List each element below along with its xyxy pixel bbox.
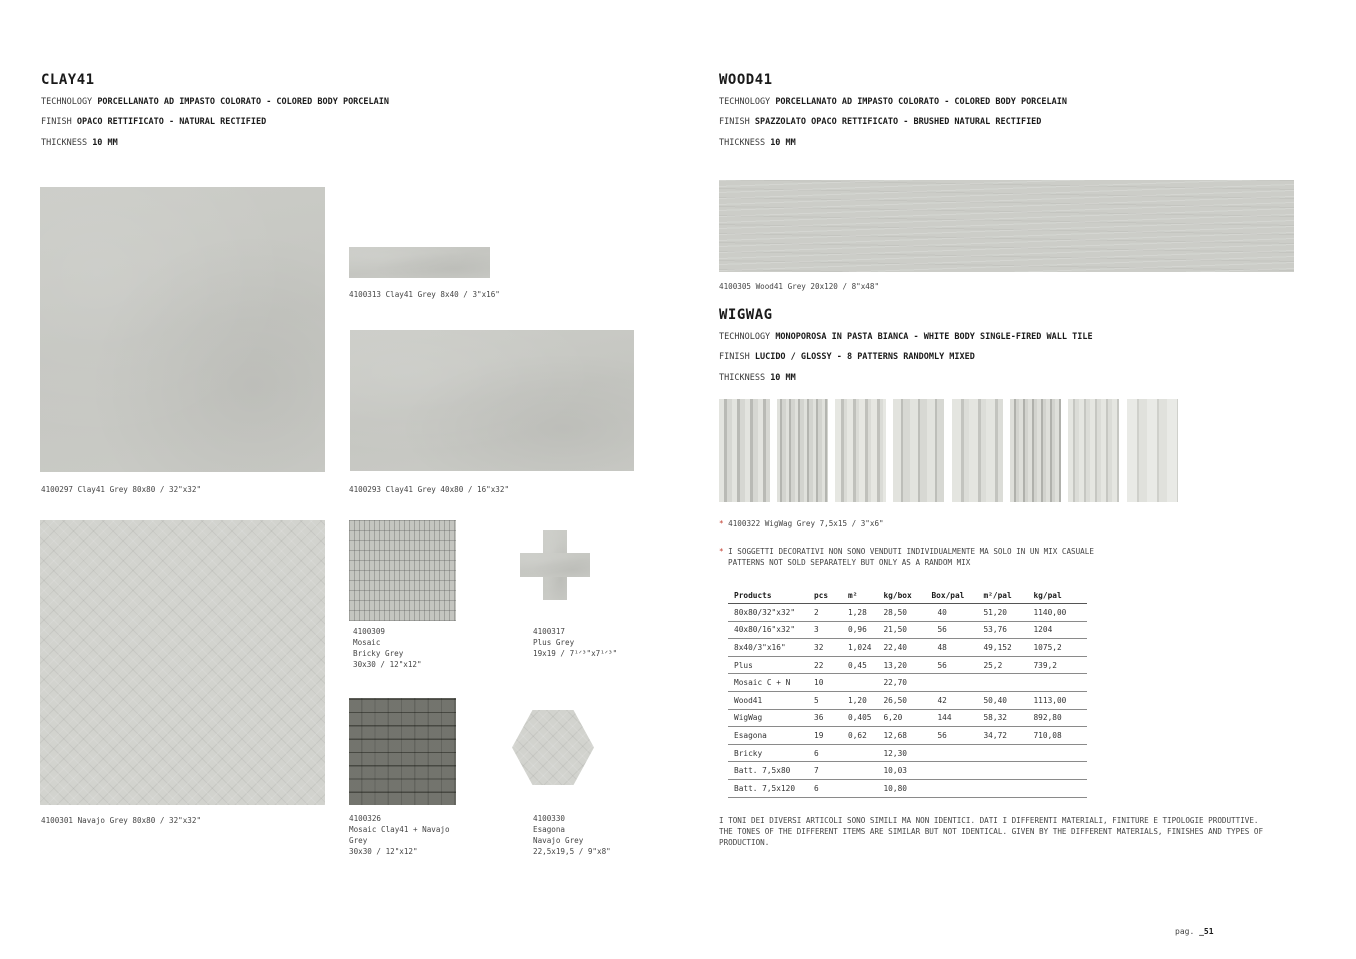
- finish-label: FINISH: [41, 117, 72, 127]
- technology-value: MONOPOROSA IN PASTA BIANCA - WHITE BODY SINGLE-FIRED WALL TILE: [775, 332, 1093, 342]
- table-cell: [842, 779, 877, 797]
- caption-line: 4100309: [353, 627, 386, 636]
- plus-tile-image: [520, 530, 590, 600]
- table-row: [728, 779, 1087, 797]
- caption-line: 4100317: [533, 627, 566, 636]
- thickness-value: 10 MM: [770, 138, 796, 148]
- navajo-80x80-caption: 4100301 Navajo Grey 80x80 / 32"x32": [41, 816, 202, 825]
- table-cell: Mosaic C + N: [728, 674, 808, 692]
- table-cell: 10,80: [877, 779, 925, 797]
- table-cell: 710,08: [1027, 727, 1087, 745]
- table-row: [728, 604, 1087, 622]
- table-row: [728, 744, 1087, 762]
- wigwag-pattern-tile-image: [952, 399, 1003, 502]
- product-packaging-table: [728, 588, 1087, 798]
- table-cell: 36: [808, 709, 842, 727]
- table-cell: [1027, 762, 1087, 780]
- clay41-40x80-tile-image: [350, 330, 634, 471]
- wigwag-pattern-tile-image: [719, 399, 770, 502]
- table-row: [728, 656, 1087, 674]
- table-cell: 13,20: [877, 656, 925, 674]
- table-cell: 22: [808, 656, 842, 674]
- wigwag-pattern-tile-image: [777, 399, 828, 502]
- caption-line: Mosaic: [353, 638, 381, 647]
- column-header: Box/pal: [925, 588, 977, 604]
- wigwag-pattern-tile-image: [1068, 399, 1119, 502]
- mosaic-clay-navajo-caption: [349, 813, 450, 857]
- note-line-it: I SOGGETTI DECORATIVI NON SONO VENDUTI INDIVIDUALMENTE MA SOLO IN UN MIX CASUALE: [728, 547, 1094, 556]
- table-row: [728, 621, 1087, 639]
- table-row: [728, 674, 1087, 692]
- table-cell: [925, 744, 977, 762]
- table-cell: 10: [808, 674, 842, 692]
- table-cell: 6: [808, 744, 842, 762]
- disclaimer-line: THE TONES OF THE DIFFERENT ITEMS ARE SIMILAR BUT NOT IDENTICAL. GIVEN BY THE DIFFERENT MATERIALS, FINISHES AND TYPES OF: [719, 827, 1264, 836]
- table-cell: [925, 779, 977, 797]
- table-cell: 6,20: [877, 709, 925, 727]
- table-cell: 40: [925, 604, 977, 622]
- wigwag-pattern-tile-image: [893, 399, 944, 502]
- column-header: m²/pal: [977, 588, 1027, 604]
- clay41-8x40-caption: 4100313 Clay41 Grey 8x40 / 3"x16": [349, 290, 500, 299]
- table-cell: [1027, 674, 1087, 692]
- table-cell: [925, 762, 977, 780]
- caption-line: Grey: [349, 836, 368, 845]
- table-cell: 80x80/32"x32": [728, 604, 808, 622]
- table-cell: 32: [808, 639, 842, 657]
- finish-value: SPAZZOLATO OPACO RETTIFICATO - BRUSHED NATURAL RECTIFIED: [754, 117, 1042, 127]
- table-cell: 49,152: [977, 639, 1027, 657]
- clay41-80x80-tile-image: [40, 187, 325, 472]
- caption-line: 30x30 / 12"x12": [349, 847, 418, 856]
- wood41-title: WOOD41: [719, 72, 773, 88]
- table-cell: 7: [808, 762, 842, 780]
- wigwag-pattern-tile-image: [835, 399, 886, 502]
- technology-value: PORCELLANATO AD IMPASTO COLORATO - COLORED BODY PORCELAIN: [97, 97, 390, 107]
- note-line-en: PATTERNS NOT SOLD SEPARATELY BUT ONLY AS A RANDOM MIX: [728, 558, 971, 567]
- clay41-thickness: [41, 138, 118, 148]
- wood41-finish: [719, 117, 1041, 127]
- table-cell: 144: [925, 709, 977, 727]
- table-cell: 0,45: [842, 656, 877, 674]
- table-cell: [977, 674, 1027, 692]
- disclaimer-line: I TONI DEI DIVERSI ARTICOLI SONO SIMILI MA NON IDENTICI. DATI I DIFFERENTI MATERIALI, FINITURE E TIPOLOGIE PRODUTTIVE.: [719, 816, 1259, 825]
- table-cell: [925, 674, 977, 692]
- wigwag-title: WIGWAG: [719, 307, 773, 323]
- table-cell: 0,405: [842, 709, 877, 727]
- esagona-tile-image: [512, 710, 594, 785]
- table-header-row: [728, 588, 1087, 604]
- column-header: kg/pal: [1027, 588, 1087, 604]
- page-label: pag.: [1175, 927, 1195, 936]
- caption-line: 22,5x19,5 / 9"x8": [533, 847, 611, 856]
- caption-line: 4100330: [533, 814, 566, 823]
- table-cell: 42: [925, 691, 977, 709]
- table-cell: 26,50: [877, 691, 925, 709]
- caption-line: Bricky Grey: [353, 649, 404, 658]
- table-cell: 5: [808, 691, 842, 709]
- table-cell: 892,80: [1027, 709, 1087, 727]
- technology-label: TECHNOLOGY: [719, 97, 771, 107]
- wigwag-technology: [719, 332, 1093, 342]
- column-header: pcs: [808, 588, 842, 604]
- table-cell: 8x40/3"x16": [728, 639, 808, 657]
- table-cell: 51,20: [977, 604, 1027, 622]
- clay41-technology: [41, 97, 389, 107]
- finish-value: LUCIDO / GLOSSY - 8 PATTERNS RANDOMLY MIXED: [754, 352, 975, 362]
- table-cell: 25,2: [977, 656, 1027, 674]
- table-cell: 12,68: [877, 727, 925, 745]
- table-cell: 0,96: [842, 621, 877, 639]
- clay41-40x80-caption: 4100293 Clay41 Grey 40x80 / 16"x32": [349, 485, 510, 494]
- table-cell: [1027, 779, 1087, 797]
- mosaic-bricky-caption: [353, 626, 422, 670]
- thickness-label: THICKNESS: [719, 138, 766, 148]
- table-cell: 1,20: [842, 691, 877, 709]
- table-cell: 56: [925, 727, 977, 745]
- caption-line: 19x19 / 7¹ᐟ³"x7¹ᐟ³": [533, 649, 618, 658]
- table-cell: 58,32: [977, 709, 1027, 727]
- mosaic-clay-navajo-tile-image: [349, 698, 456, 805]
- table-cell: Batt. 7,5x80: [728, 762, 808, 780]
- table-cell: 50,40: [977, 691, 1027, 709]
- table-cell: 48: [925, 639, 977, 657]
- thickness-label: THICKNESS: [41, 138, 88, 148]
- wood41-caption: 4100305 Wood41 Grey 20x120 / 8"x48": [719, 282, 880, 291]
- table-cell: 12,30: [877, 744, 925, 762]
- column-header: m²: [842, 588, 877, 604]
- technology-label: TECHNOLOGY: [719, 332, 771, 342]
- finish-label: FINISH: [719, 117, 750, 127]
- table-cell: 1113,00: [1027, 691, 1087, 709]
- clay41-finish: [41, 117, 266, 127]
- table-cell: [1027, 744, 1087, 762]
- table-cell: 22,40: [877, 639, 925, 657]
- wood41-thickness: [719, 138, 796, 148]
- asterisk: *: [719, 519, 724, 528]
- table-cell: Bricky: [728, 744, 808, 762]
- clay41-8x40-tile-image: [349, 247, 490, 278]
- table-cell: [977, 744, 1027, 762]
- table-cell: Wood41: [728, 691, 808, 709]
- wood41-technology: [719, 97, 1067, 107]
- table-cell: [977, 762, 1027, 780]
- technology-label: TECHNOLOGY: [41, 97, 93, 107]
- table-cell: WigWag: [728, 709, 808, 727]
- table-cell: 28,50: [877, 604, 925, 622]
- table-cell: 0,62: [842, 727, 877, 745]
- column-header: kg/box: [877, 588, 925, 604]
- table-row: [728, 762, 1087, 780]
- table-cell: 22,70: [877, 674, 925, 692]
- wigwag-mix-note: [719, 546, 1094, 568]
- wigwag-thickness: [719, 373, 796, 383]
- table-cell: 34,72: [977, 727, 1027, 745]
- clay41-title: CLAY41: [41, 72, 95, 88]
- caption-line: Mosaic Clay41 + Navajo: [349, 825, 450, 834]
- wigwag-caption: [719, 518, 884, 529]
- table-cell: [842, 744, 877, 762]
- table-cell: 10,03: [877, 762, 925, 780]
- disclaimer-line: PRODUCTION.: [719, 838, 770, 847]
- page-number-value: _51: [1199, 927, 1214, 936]
- esagona-caption: [533, 813, 611, 857]
- table-cell: Batt. 7,5x120: [728, 779, 808, 797]
- table-cell: Plus: [728, 656, 808, 674]
- thickness-value: 10 MM: [92, 138, 118, 148]
- caption-line: 30x30 / 12"x12": [353, 660, 422, 669]
- table-cell: 19: [808, 727, 842, 745]
- wigwag-pattern-tile-image: [1127, 399, 1178, 502]
- table-cell: 40x80/16"x32": [728, 621, 808, 639]
- finish-label: FINISH: [719, 352, 750, 362]
- caption-line: Plus Grey: [533, 638, 575, 647]
- caption-line: Navajo Grey: [533, 836, 584, 845]
- table-cell: 1,024: [842, 639, 877, 657]
- table-row: [728, 709, 1087, 727]
- finish-value: OPACO RETTIFICATO - NATURAL RECTIFIED: [76, 117, 267, 127]
- caption-line: Esagona: [533, 825, 566, 834]
- column-header: Products: [728, 588, 808, 604]
- table-cell: Esagona: [728, 727, 808, 745]
- table-cell: 21,50: [877, 621, 925, 639]
- wood41-tile-image: [719, 180, 1294, 272]
- table-cell: 1075,2: [1027, 639, 1087, 657]
- wigwag-finish: [719, 352, 975, 362]
- table-row: [728, 691, 1087, 709]
- table-row: [728, 639, 1087, 657]
- navajo-80x80-tile-image: [40, 520, 325, 805]
- page-number: [1175, 927, 1214, 936]
- table-cell: 739,2: [1027, 656, 1087, 674]
- table-cell: 1140,00: [1027, 604, 1087, 622]
- tone-disclaimer: [719, 815, 1263, 848]
- table-cell: [977, 779, 1027, 797]
- technology-value: PORCELLANATO AD IMPASTO COLORATO - COLORED BODY PORCELAIN: [775, 97, 1068, 107]
- table-cell: [842, 762, 877, 780]
- table-cell: [842, 674, 877, 692]
- mosaic-bricky-tile-image: [349, 520, 456, 621]
- wigwag-caption-text: 4100322 WigWag Grey 7,5x15 / 3"x6": [728, 519, 884, 528]
- table-cell: 53,76: [977, 621, 1027, 639]
- caption-line: 4100326: [349, 814, 382, 823]
- table-cell: 56: [925, 621, 977, 639]
- table-row: [728, 727, 1087, 745]
- plus-caption: [533, 626, 617, 659]
- table-cell: 3: [808, 621, 842, 639]
- wigwag-pattern-tile-image: [1010, 399, 1061, 502]
- table-cell: 56: [925, 656, 977, 674]
- table-cell: 6: [808, 779, 842, 797]
- table-cell: 1204: [1027, 621, 1087, 639]
- thickness-value: 10 MM: [770, 373, 796, 383]
- asterisk: *: [719, 547, 724, 556]
- table-cell: 1,28: [842, 604, 877, 622]
- clay41-80x80-caption: 4100297 Clay41 Grey 80x80 / 32"x32": [41, 485, 202, 494]
- thickness-label: THICKNESS: [719, 373, 766, 383]
- table-cell: 2: [808, 604, 842, 622]
